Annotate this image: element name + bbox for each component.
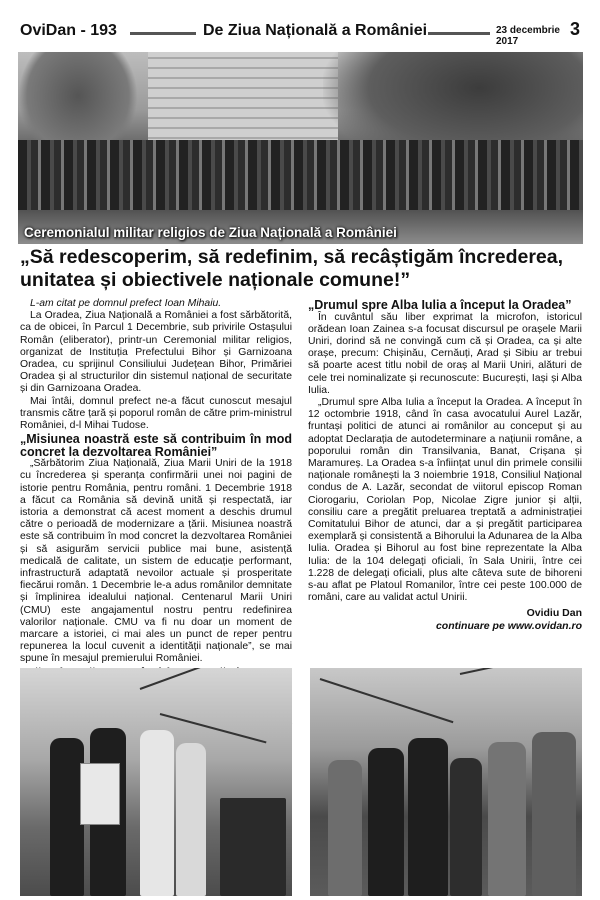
article-intro: L-am citat pe domnul prefect Ioan Mihaiu. xyxy=(30,298,222,309)
procession-photo xyxy=(310,668,582,896)
article-author: Ovidiu Dan xyxy=(526,607,582,620)
subheading: „Drumul spre Alba Iulia a început la Oradea” xyxy=(308,298,572,312)
photo-branch xyxy=(320,678,454,723)
photo-soldier xyxy=(488,742,526,896)
article-headline: „Să redescoperim, să redefinim, să recâștigăm încrederea, unitatea și obiectivele naționale comune!” xyxy=(20,246,564,291)
photo-soldier xyxy=(532,732,576,896)
photo-person xyxy=(50,738,84,896)
photo-crowd xyxy=(18,140,583,210)
article-paragraph: Mai întâi, domnul prefect ne-a făcut cunoscut mesajul transmis către țară și poporul român de către prim-ministrul României, d-l Mihai Tudose. xyxy=(20,395,292,432)
article-paragraph: La Oradea, Ziua Națională a României a fost sărbătorită, ca de obicei, în Parcul 1 Decembrie, sub privirile Ostașului Român (eliberator), printr-un Ceremonial militar religios, organizat de Instituția Prefectului Bihor și Garnizoana Oradea, cu sprijinul Consiliului Județean Bihor, Primăriei Oradea și al structurilor din sistemul național de securitate și din Garnizoana Oradea. xyxy=(20,310,292,395)
photo-branch xyxy=(460,668,578,675)
photo-building xyxy=(148,52,338,147)
publication-name: OviDan - 193 xyxy=(20,22,117,39)
photo-branch xyxy=(140,668,253,690)
photo-caption: Ceremonialul militar religios de Ziua Națională a României xyxy=(24,225,397,240)
page-number: 3 xyxy=(569,19,580,39)
photo-branch xyxy=(160,713,267,743)
photo-person xyxy=(450,758,482,896)
article-paragraph: „Drumul spre Alba Iulia a început la Oradea. A început în 12 octombrie 1918, când în casa avocatului Aurel Lazăr, fruntași politici de atunci ai românilor au conceput și au adoptat Declarația de autodeterminare a națiunii române, a poporului român din Transilvania, Banat, Crișana și Maramureș. La Oradea s-a înființat unul din primele consilii naționale românești la 3 noiembrie 1918, Consiliul Național condus de A. Lazăr, secondat de viitorul episcop Roman Ciorogariu, Coriolan Pop, Nicolae Zigre junior și alții, consiliu care a pregătit preluarea treptată a administrației Comitatului Bihor de atunci, dar a și pregătit participarea exemplară și consistentă a Bihorului la Adunarea de la Alba Iulia. Oradea și Bihorul au fost bine reprezentate la Alba Iulia: de la 104 delegați oficiali, în Sala Unirii, între cei 1.228 de delegați oficiali, plus alte câteva sute de bihoreni s-au aflat pe Platoul Romanilor, între cei peste 100.000 de români, care au validat actul Unirii. xyxy=(308,396,582,604)
article-paragraph: În cuvântul său liber exprimat la microfon, istoricul orădean Ioan Zainea s-a focusat discursul pe orașele Marii Uniri, dorind să ne convingă cum că și Oradea, ca și alte orașe, precum: Chișinău, Cernăuți, Arad și Sibiu ar trebui să poarte acest titlu nobil de oraș al Marii Uniri, alături de cele trei nominalizate și recunoscute: București, Iași și Alba Iulia. xyxy=(308,311,582,396)
ceremony-photo xyxy=(18,52,583,244)
photo-flag xyxy=(80,763,120,825)
issue-date: 23 decembrie 2017 xyxy=(496,25,560,47)
section-title: De Ziua Națională a României xyxy=(203,22,428,39)
photo-table xyxy=(220,798,286,896)
subheading: „Misiunea noastră este să contribuim în mod concret la dezvoltarea României” xyxy=(20,432,292,459)
header-rule-left xyxy=(130,32,196,35)
continuation-link[interactable]: continuare pe www.ovidan.ro xyxy=(435,619,582,632)
page-header xyxy=(20,18,580,47)
photo-person xyxy=(368,748,404,896)
photo-soldier xyxy=(328,760,362,896)
header-rule-right xyxy=(428,32,490,35)
photo-priest xyxy=(140,730,174,896)
officials-photo xyxy=(20,668,292,896)
photo-priest xyxy=(176,743,206,896)
article-column-right xyxy=(308,298,582,632)
article-paragraph: „Sărbătorim Ziua Națională, Ziua Marii Uniri de la 1918 cu încrederea și speranța confirmării unei noi pagini de istorie pentru România, pentru români. 1 Decembrie 1918 a făcut ca România să devină unită și respectată, iar istoria a demonstrat că acest moment a deschis drumul către o perioadă de modernizare a țării. Misiunea noastră este să contribuim în mod concret la dezvoltarea României și să asigurăm servicii publice mai bune, asistență medicală de calitate, un sistem de educație performant, infrastructură adaptată nevoilor actuale și prosperitate fiecărui român. 1 Decembrie le-a adus românilor demnitate și împlinirea idealului național. Centenarul Marii Uniri (CMU) este angajamentul nostru pentru redefinirea valorilor naționale. CMU va fi nu doar un moment de marcare a istoriei, ci mai ales un punct de reper pentru repunerea la locul cuvenit a identității naționale”, se mai spune în mesajul premierului României. xyxy=(20,458,292,665)
photo-priest xyxy=(408,738,448,896)
